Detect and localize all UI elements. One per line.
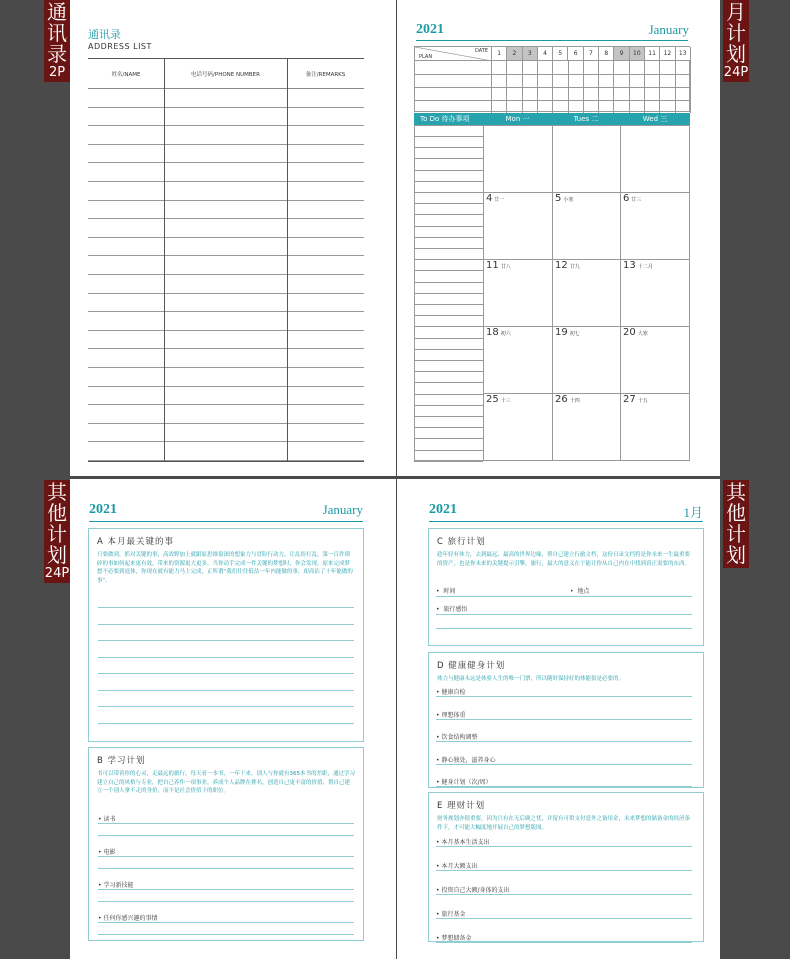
lunar-day: 十二月 [637, 264, 653, 270]
plan-date-cell: 6 [568, 47, 583, 61]
todo-line [414, 315, 483, 316]
monthly-year: 2021 [416, 22, 444, 37]
day-number: 4 [486, 193, 493, 204]
plan-col-line [690, 61, 691, 113]
tag-char: 计 [726, 21, 746, 45]
study-line [98, 868, 354, 869]
study-plan-box [88, 747, 364, 941]
day-number: 18 [486, 327, 499, 338]
study-line [98, 856, 354, 857]
address-row [88, 349, 364, 368]
health-plan-desc: 体力与健康永远是体验人生的唯一门票，所以随时保持好的体能很是必要的。 [437, 676, 625, 682]
address-row [88, 312, 364, 331]
plan-corner [415, 47, 492, 61]
tag-char: 录 [47, 42, 67, 66]
finance-item: • 本月大额支出 [436, 863, 478, 870]
health-item-text: 健康自检 [441, 689, 466, 696]
monthly-month: January [648, 22, 689, 37]
finance-item-text: 梦想储备金 [441, 935, 472, 942]
key-task-line [98, 624, 354, 625]
address-divider [164, 58, 165, 462]
tag-char: 计 [47, 522, 67, 546]
tag-char: 通 [47, 0, 67, 24]
col-remarks: 备注/REMARKS [305, 71, 346, 78]
plan-col-line [613, 61, 614, 113]
travel-plan-title: C 旅行计划 [437, 537, 486, 547]
plan-col-line [506, 61, 507, 113]
address-row [88, 108, 364, 127]
weekday-mon: Mon 一 [483, 113, 552, 125]
tag-char: 划 [47, 543, 67, 567]
calendar-day [486, 327, 511, 338]
address-row [88, 275, 364, 294]
travel-place-label: • 地点 [570, 588, 590, 595]
plan-date-cell: 7 [584, 47, 599, 61]
calendar-day [555, 394, 580, 405]
lunar-day: 廿八 [500, 264, 511, 270]
address-table [88, 58, 364, 462]
calendar-col-line [552, 125, 553, 461]
health-line [436, 719, 692, 720]
address-row [88, 145, 364, 164]
todo-line [414, 158, 483, 159]
plan-date-cell: 13 [676, 47, 691, 61]
title-rule [89, 521, 363, 522]
todo-line [414, 326, 483, 327]
health-line [436, 786, 692, 787]
key-task-title: A 本月最关键的事 [97, 537, 175, 547]
health-item-text: 理想体重 [441, 711, 466, 719]
todo-line [414, 382, 483, 383]
day-number: 12 [555, 260, 568, 271]
health-item: • 健身计划（次/周） [436, 779, 492, 786]
plan-date-cell: 4 [538, 47, 553, 61]
title-rule [429, 521, 703, 522]
health-item-text: 健身计划（次/周） [441, 779, 492, 786]
health-item-text: 静心独处，滋养身心 [441, 756, 496, 764]
study-plan-title: B 学习计划 [97, 756, 146, 766]
other-month-right: 1月 [683, 505, 703, 520]
finance-line [436, 918, 692, 919]
plan-date-cell: 8 [599, 47, 614, 61]
calendar-row-line [483, 259, 690, 260]
todo-line [414, 147, 483, 148]
other-year-left: 2021 [89, 502, 117, 517]
tag-char: 其 [47, 480, 67, 504]
study-line [98, 934, 354, 935]
side-tag-other [44, 480, 70, 583]
address-row [88, 368, 364, 387]
lunar-day: 初六 [500, 331, 511, 337]
health-plan-box [428, 652, 704, 788]
travel-time-text: 时间 [443, 588, 456, 595]
day-number: 11 [486, 260, 499, 271]
travel-feel-text: 旅行感悟 [443, 606, 468, 613]
lunar-day: 十三 [500, 398, 511, 404]
study-line [98, 835, 354, 836]
key-task-line [98, 723, 354, 724]
weekday-tue: Tues 二 [552, 113, 620, 125]
calendar-day [555, 260, 580, 271]
plan-date-cell: 12 [660, 47, 675, 61]
address-table-header [88, 59, 364, 89]
plan-col-line [644, 61, 645, 113]
calendar-day [486, 193, 504, 204]
study-line [98, 823, 354, 824]
study-item-text: 学习新技能 [103, 882, 134, 889]
plan-col-line [675, 61, 676, 113]
study-item: • 任何你感兴趣的事情 [98, 915, 158, 922]
todo-line [414, 214, 483, 215]
tag-char: 划 [726, 543, 746, 567]
plan-col-line [491, 61, 492, 113]
calendar-day [623, 260, 653, 271]
health-item: • 理想体重 [436, 711, 466, 719]
side-tag-address [44, 0, 70, 82]
address-title-cn: 通讯录 [88, 28, 121, 41]
study-item-text: 任何你感兴趣的事情 [103, 915, 158, 922]
calendar-col-line [620, 125, 621, 461]
todo-line [414, 136, 483, 137]
key-task-line [98, 640, 354, 641]
lunar-day: 小寒 [563, 197, 574, 203]
plan-col-line [629, 61, 630, 113]
lunar-day: 大寒 [637, 331, 648, 337]
study-plan-desc: 书可以带着你的心灵，走最远的旅行，每天看一本书，一年下来，别人与你就有365本书的差距，通过学习建立自己的风格与专业，把自己养作一项事业，养成个人品牌在排名，创造自己更丰富的价值，帮自己建立一个别人拿不走的身价，而不是社会价值下的职位。 [97, 771, 356, 795]
todo-line [414, 450, 483, 451]
todo-line [414, 192, 483, 193]
finance-line [436, 846, 692, 847]
address-title-en: ADDRESS LIST [88, 42, 152, 51]
key-task-box [88, 528, 364, 742]
study-line [98, 901, 354, 902]
day-number: 13 [623, 260, 636, 271]
tag-pages: 24P [723, 65, 749, 80]
health-plan-title: D 健康健身计划 [437, 661, 506, 671]
todo-line [414, 293, 483, 294]
todo-line [414, 170, 483, 171]
address-row [88, 126, 364, 145]
todo-line [414, 405, 483, 406]
health-line [436, 741, 692, 742]
address-row [88, 238, 364, 257]
plan-label: PLAN [419, 54, 433, 60]
tag-char: 划 [726, 42, 746, 66]
todo-line [414, 427, 483, 428]
calendar-day [555, 327, 580, 338]
study-item-text: 读书 [103, 816, 116, 823]
tag-char: 月 [726, 0, 746, 24]
todo-line [414, 248, 483, 249]
travel-line [436, 596, 692, 597]
travel-line [436, 628, 692, 629]
tag-char: 计 [726, 522, 746, 546]
lunar-day: 初七 [569, 331, 580, 337]
address-divider [287, 58, 288, 462]
address-row [88, 294, 364, 313]
calendar-day [623, 327, 648, 338]
todo-line [414, 270, 483, 271]
tag-char: 讯 [47, 21, 67, 45]
address-title [88, 26, 152, 51]
day-number: 5 [555, 193, 562, 204]
finance-item: • 投资自己大额/身体的支出 [436, 887, 510, 894]
plan-date-cell: 2 [507, 47, 522, 61]
study-line [98, 889, 354, 890]
finance-item-text: 旅行基金 [441, 911, 466, 918]
address-row [88, 424, 364, 443]
address-row [88, 405, 364, 424]
day-number: 19 [555, 327, 568, 338]
study-line [98, 922, 354, 923]
plan-grid [414, 46, 690, 112]
address-row [88, 201, 364, 220]
calendar-day [486, 260, 511, 271]
todo-line [414, 461, 483, 462]
lunar-day: 十五 [637, 398, 648, 404]
key-task-line [98, 690, 354, 691]
plan-date-cell: 5 [553, 47, 568, 61]
finance-line [436, 942, 692, 943]
side-tag-other-right [723, 480, 749, 568]
finance-item-text: 本月基本生活支出 [441, 839, 490, 846]
study-item: • 读书 [98, 816, 116, 823]
address-row [88, 182, 364, 201]
calendar-day [623, 193, 641, 204]
key-task-desc: 只要做到，抓对关键的事，高效野加上就跟原思维很深的想象力与冒险行动力，让乱纷打乱，第一百件琐碎的事如何起来更有效，带来的资源更大更多，当你动手完成一件关键的梦想时，你会发现，原来完成梦想不必要到退休，你现在就有能力马上完成，正所谓“我们往往低估一年内能做的事，却高估了十年能做的事”。 [97, 552, 353, 584]
side-tag-monthly [723, 0, 749, 82]
plan-col-line [598, 61, 599, 113]
plan-col-line [659, 61, 660, 113]
study-item: • 学习新技能 [98, 882, 134, 889]
finance-plan-title: E 理财计划 [437, 801, 486, 811]
address-row [88, 89, 364, 108]
calendar-row-line [483, 192, 690, 193]
health-item-text: 饮食结构调整 [441, 734, 478, 741]
day-number: 20 [623, 327, 636, 338]
calendar-col-line [483, 125, 484, 461]
key-task-line [98, 706, 354, 707]
title-rule [416, 40, 688, 41]
lunar-day: 廿一 [494, 197, 505, 203]
travel-plan-desc: 趁年轻有体力，去到最远、最高的世界边缘，帮自己建立行旅文档，这份日录文档将是你未来一生最重要的资产，也是你未来的关键提示引擎，旅行，最大的意义在于能让你从自己内在中找到真正需要的东西。 [437, 552, 691, 567]
todo-line [414, 438, 483, 439]
health-item: • 静心独处，滋养身心 [436, 756, 496, 764]
col-phone: 电话号码/PHONE NUMBER [191, 71, 260, 78]
tag-pages: 24P [44, 566, 70, 581]
plan-date-cell: 10 [630, 47, 645, 61]
travel-line [436, 614, 692, 615]
todo-line [414, 394, 483, 395]
finance-line [436, 870, 692, 871]
day-number: 25 [486, 394, 499, 405]
weekday-wed: Wed 三 [620, 113, 690, 125]
tag-char: 其 [726, 480, 746, 504]
todo-line [414, 237, 483, 238]
calendar-day [623, 394, 648, 405]
day-number: 26 [555, 394, 568, 405]
todo-line [414, 181, 483, 182]
address-row [88, 331, 364, 350]
key-task-line [98, 657, 354, 658]
plan-date-cell: 11 [645, 47, 660, 61]
calendar-day [555, 193, 573, 204]
key-task-line [98, 607, 354, 608]
plan-date-cell: 1 [492, 47, 507, 61]
key-task-line [98, 673, 354, 674]
finance-item: • 本月基本生活支出 [436, 839, 490, 846]
tag-pages: 2P [48, 65, 66, 80]
study-item-text: 电影 [103, 849, 116, 856]
day-number: 27 [623, 394, 636, 405]
address-row [88, 163, 364, 182]
finance-line [436, 894, 692, 895]
travel-time-label: • 时间 [436, 588, 456, 595]
address-row [88, 219, 364, 238]
health-line [436, 764, 692, 765]
todo-line [414, 203, 483, 204]
calendar-row-line [483, 326, 690, 327]
study-item: • 电影 [98, 849, 116, 856]
finance-item: • 旅行基金 [436, 911, 466, 918]
plan-col-line [568, 61, 569, 113]
address-row [88, 256, 364, 275]
day-number: 6 [623, 193, 630, 204]
other-month-left: January [322, 502, 363, 517]
health-line [436, 696, 692, 697]
todo-line [414, 349, 483, 350]
todo-line [414, 304, 483, 305]
finance-item: • 梦想储备金 [436, 935, 472, 942]
date-label: DATE [474, 48, 488, 54]
tag-char: 他 [47, 501, 67, 525]
todo-line [414, 259, 483, 260]
address-row [88, 442, 364, 461]
travel-place-text: 地点 [577, 588, 590, 595]
plan-col-line [537, 61, 538, 113]
health-item: • 健康自检 [436, 689, 466, 696]
lunar-day: 廿三 [631, 197, 642, 203]
todo-line [414, 360, 483, 361]
todo-line [414, 371, 483, 372]
col-name: 姓名/NAME [111, 71, 141, 78]
finance-item-text: 本月大额支出 [441, 863, 478, 870]
plan-col-line [552, 61, 553, 113]
plan-col-line [522, 61, 523, 113]
calendar-day [486, 394, 511, 405]
lunar-day: 廿九 [569, 264, 580, 270]
todo-line [414, 416, 483, 417]
tag-char: 他 [726, 501, 746, 525]
todo-line [414, 282, 483, 283]
finance-plan-desc: 财务规划亦很重要，因为只有在无后顾之忧，并留有可供支付意外之备用金，未来梦想的储备金的经济条件下，才可能大幅度地开展自己的梦想版图。 [437, 816, 691, 831]
finance-item-text: 投资自己大额/身体的支出 [441, 887, 510, 894]
todo-line [414, 226, 483, 227]
calendar-row-line [483, 393, 690, 394]
other-year-right: 2021 [429, 502, 457, 517]
plan-col-line [583, 61, 584, 113]
plan-date-cell: 9 [614, 47, 629, 61]
todo-header: To Do 待办事项 [414, 113, 483, 125]
travel-feel-label: • 旅行感悟 [436, 606, 468, 613]
todo-line [414, 338, 483, 339]
plan-date-cell: 3 [523, 47, 538, 61]
health-item: • 饮食结构调整 [436, 734, 478, 741]
address-row [88, 387, 364, 406]
lunar-day: 十四 [569, 398, 580, 404]
